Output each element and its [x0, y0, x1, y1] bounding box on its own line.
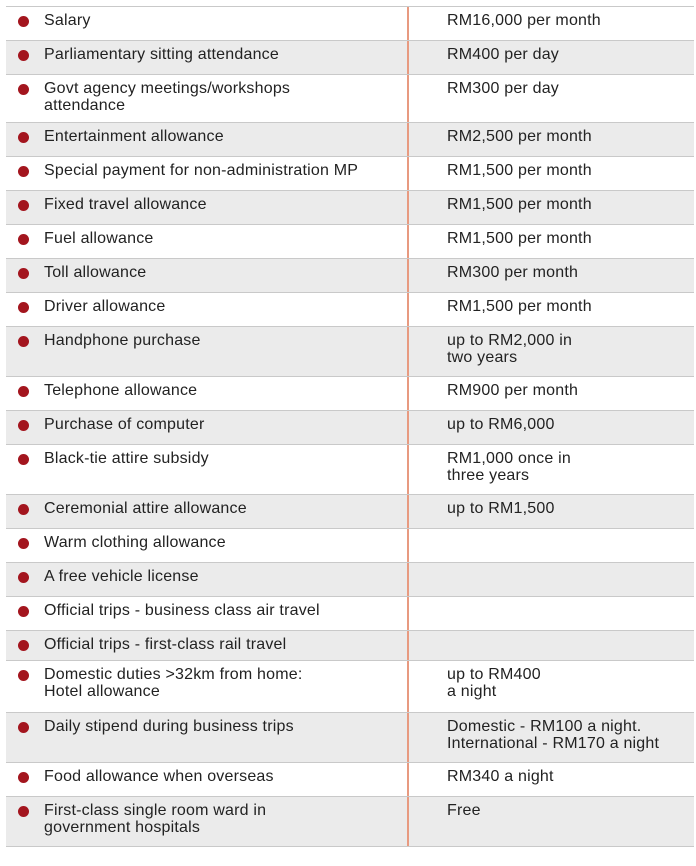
item-label: A free vehicle license: [44, 568, 199, 585]
item-cell: [6, 563, 409, 596]
table-row: [6, 411, 694, 445]
item-cell: [6, 259, 409, 292]
table-row: [6, 123, 694, 157]
amount-cell: up to RM400 a night: [447, 666, 541, 700]
item-label: Warm clothing allowance: [44, 534, 226, 551]
amount-cell: RM2,500 per month: [447, 128, 592, 145]
item-label: Daily stipend during business trips: [44, 718, 294, 735]
item-label: Official trips - first-class rail travel: [44, 636, 287, 653]
table-row: [6, 191, 694, 225]
item-cell: [6, 713, 409, 762]
bullet-icon: [18, 50, 29, 61]
amount-cell: RM16,000 per month: [447, 12, 601, 29]
item-cell: [6, 797, 409, 846]
amount-cell: [409, 597, 694, 630]
bullet-icon: [18, 670, 29, 681]
amount-cell: RM1,500 per month: [447, 298, 592, 315]
amount-cell: [409, 631, 694, 660]
bullet-icon: [18, 268, 29, 279]
item-cell: [6, 495, 409, 528]
amount-cell: RM900 per month: [447, 382, 579, 399]
bullet-icon: [18, 572, 29, 583]
item-label: Black-tie attire subsidy: [44, 450, 209, 467]
item-cell: [6, 763, 409, 796]
item-cell: [6, 597, 409, 630]
bullet-icon: [18, 722, 29, 733]
item-cell: [6, 123, 409, 156]
bullet-icon: [18, 454, 29, 465]
item-label: Parliamentary sitting attendance: [44, 46, 279, 63]
item-cell: [6, 631, 409, 660]
item-label: Telephone allowance: [44, 382, 198, 399]
amount-cell: RM340 a night: [447, 768, 554, 785]
bullet-icon: [18, 302, 29, 313]
amount-cell: RM300 per day: [447, 80, 559, 97]
amount-cell: RM1,500 per month: [447, 196, 592, 213]
bullet-icon: [18, 166, 29, 177]
amount-cell: RM1,000 once in three years: [447, 450, 571, 484]
item-cell: [6, 41, 409, 74]
bullet-icon: [18, 504, 29, 515]
table-row: [6, 631, 694, 661]
amount-cell: RM300 per month: [447, 264, 579, 281]
item-label: Domestic duties >32km from home: Hotel allowance: [44, 666, 303, 700]
amount-cell: up to RM6,000: [447, 416, 555, 433]
table-row: [6, 259, 694, 293]
allowance-table: [6, 6, 694, 847]
table-row: [6, 495, 694, 529]
item-label: Official trips - business class air travel: [44, 602, 320, 619]
amount-cell: up to RM2,000 in two years: [447, 332, 573, 366]
item-label: Food allowance when overseas: [44, 768, 274, 785]
table-row: [6, 293, 694, 327]
item-label: Driver allowance: [44, 298, 166, 315]
table-row: [6, 75, 694, 123]
item-label: Fuel allowance: [44, 230, 154, 247]
table-row: [6, 327, 694, 377]
amount-cell: [409, 563, 694, 596]
item-cell: [6, 293, 409, 326]
table-row: [6, 797, 694, 847]
item-cell: [6, 411, 409, 444]
table-row: [6, 445, 694, 495]
item-cell: [6, 7, 409, 40]
bullet-icon: [18, 234, 29, 245]
table-row: [6, 377, 694, 411]
bullet-icon: [18, 132, 29, 143]
item-cell: [6, 225, 409, 258]
table-row: [6, 597, 694, 631]
item-label: First-class single room ward in government hospitals: [44, 802, 267, 836]
bullet-icon: [18, 606, 29, 617]
item-cell: [6, 661, 409, 712]
table-row: [6, 7, 694, 41]
amount-cell: Free: [447, 802, 481, 819]
item-label: Purchase of computer: [44, 416, 205, 433]
item-label: Entertainment allowance: [44, 128, 224, 145]
amount-cell: RM1,500 per month: [447, 162, 592, 179]
item-label: Govt agency meetings/workshops attendance: [44, 80, 291, 114]
amount-cell: [409, 529, 694, 562]
item-label: Toll allowance: [44, 264, 147, 281]
table-row: [6, 713, 694, 763]
amount-cell: up to RM1,500: [447, 500, 555, 517]
bullet-icon: [18, 806, 29, 817]
item-label: Ceremonial attire allowance: [44, 500, 247, 517]
item-label: Salary: [44, 12, 91, 29]
item-cell: [6, 529, 409, 562]
bullet-icon: [18, 640, 29, 651]
item-label: Handphone purchase: [44, 332, 201, 349]
amount-cell: RM400 per day: [447, 46, 559, 63]
table-row: [6, 157, 694, 191]
item-cell: [6, 191, 409, 224]
item-cell: [6, 377, 409, 410]
table-row: [6, 41, 694, 75]
bullet-icon: [18, 336, 29, 347]
item-label: Special payment for non-administration MP: [44, 162, 359, 179]
bullet-icon: [18, 16, 29, 27]
bullet-icon: [18, 200, 29, 211]
table-row: [6, 763, 694, 797]
bullet-icon: [18, 84, 29, 95]
bullet-icon: [18, 386, 29, 397]
item-cell: [6, 75, 409, 122]
amount-cell: RM1,500 per month: [447, 230, 592, 247]
bullet-icon: [18, 772, 29, 783]
item-cell: [6, 445, 409, 494]
amount-cell: Domestic - RM100 a night. International - RM170 a night: [447, 718, 660, 752]
table-row: [6, 661, 694, 713]
bullet-icon: [18, 420, 29, 431]
item-label: Fixed travel allowance: [44, 196, 207, 213]
table-row: [6, 563, 694, 597]
item-cell: [6, 327, 409, 376]
item-cell: [6, 157, 409, 190]
table-row: [6, 225, 694, 259]
bullet-icon: [18, 538, 29, 549]
table-row: [6, 529, 694, 563]
